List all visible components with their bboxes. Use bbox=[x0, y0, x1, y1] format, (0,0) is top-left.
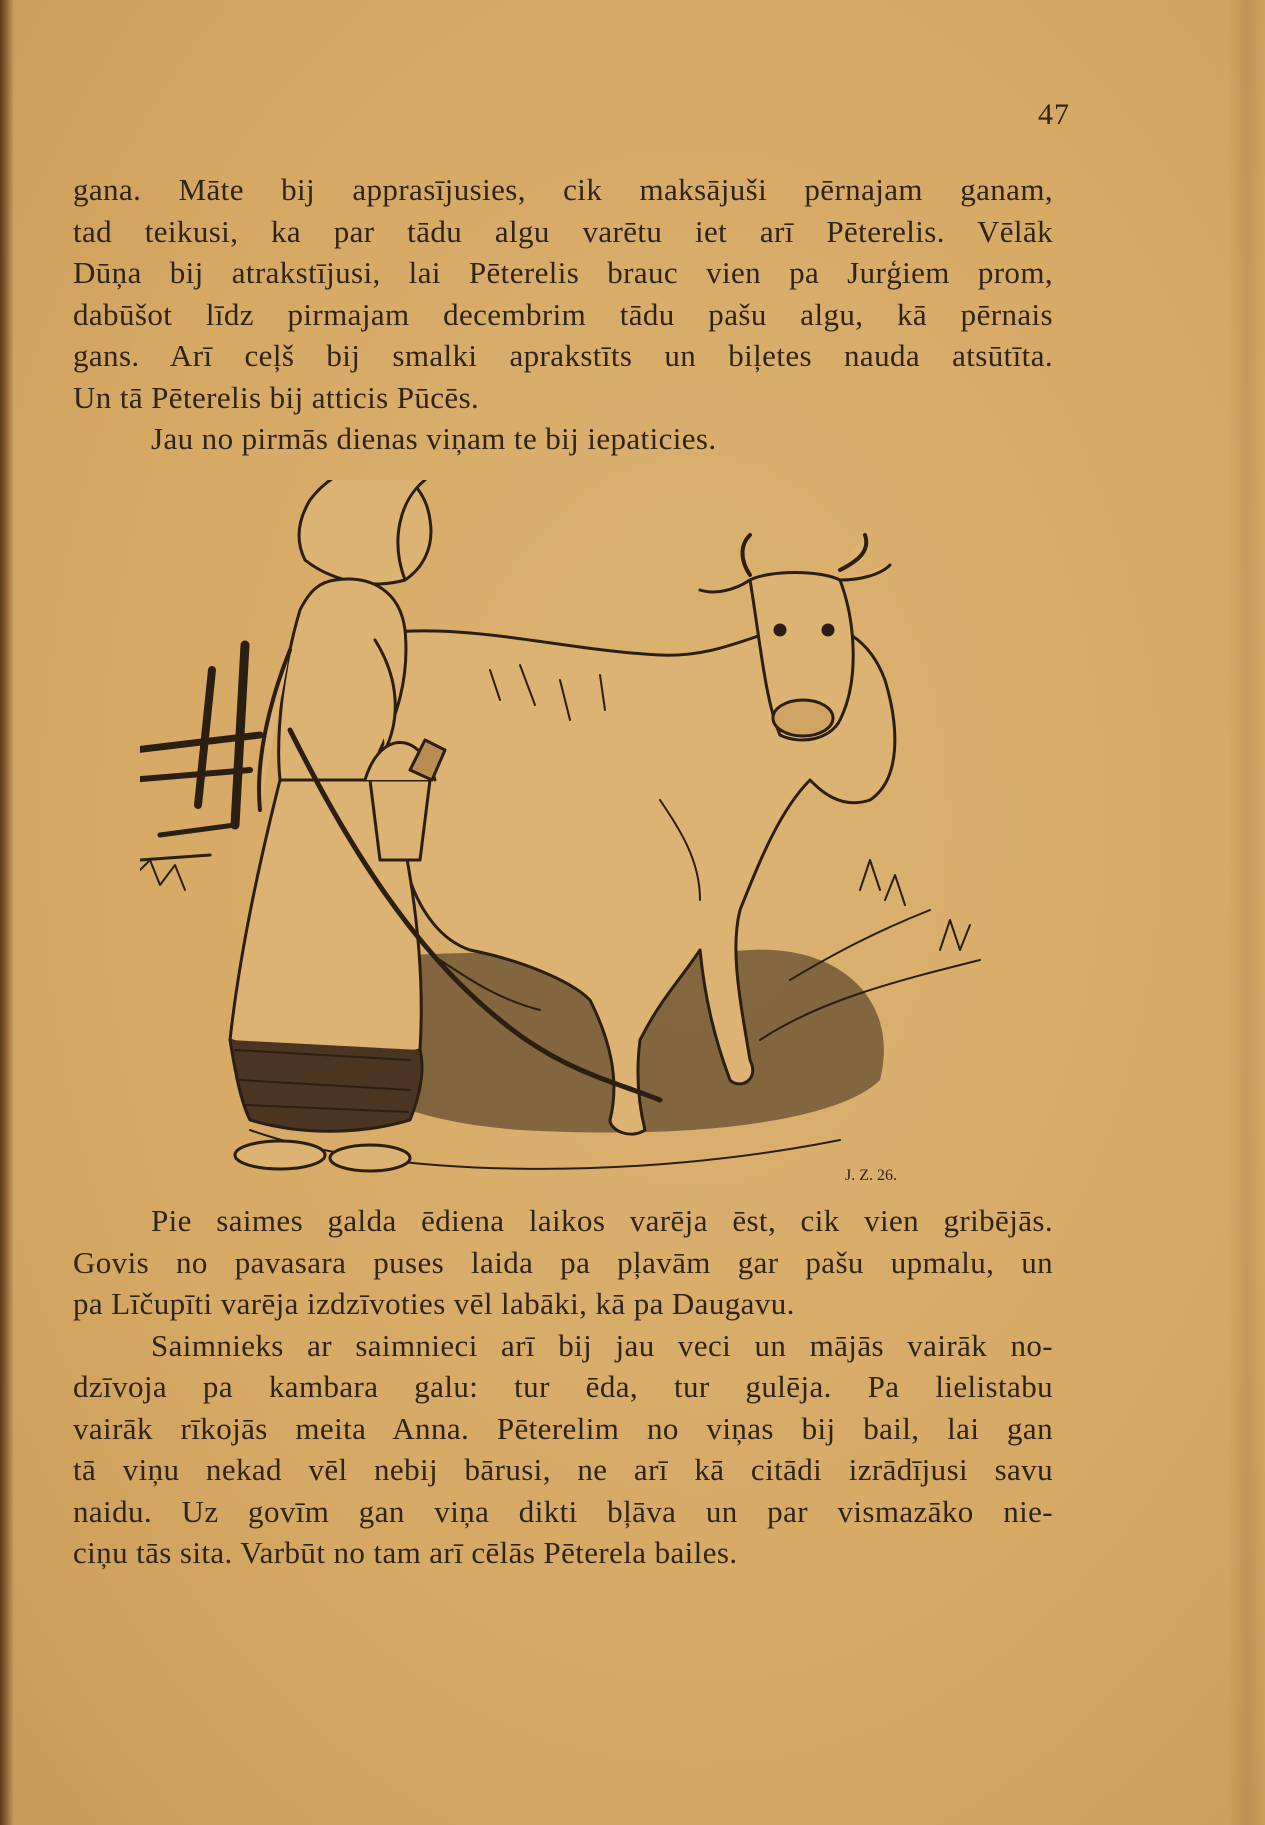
text-line: ciņu tās sita. Varbūt no tam arī cēlās Pēterela bailes. bbox=[73, 1535, 738, 1570]
text-line: dzīvoja pa kambara galu: tur ēda, tur gulēja. Pa lielistabu bbox=[73, 1369, 1053, 1404]
text-line: Pie saimes galda ēdiena laikos varēja ēst, cik vien gribējās. bbox=[151, 1203, 1053, 1238]
text-line: gans. Arī ceļš bij smalki aprakstīts un biļetes nauda atsūtīta. bbox=[73, 338, 1053, 373]
paragraph bbox=[73, 418, 1053, 460]
top-text-block bbox=[73, 169, 1053, 460]
text-line: naidu. Uz govīm gan viņa dikti bļāva un par vismazāko nie- bbox=[73, 1493, 1053, 1529]
text-line: Govis no pavasara puses laida pa pļavām gar pašu upmalu, un bbox=[73, 1244, 1053, 1280]
text-line: tad teikusi, ka par tādu algu varētu iet arī Pēterelis. Vēlāk bbox=[73, 213, 1053, 249]
text-line: tā viņu nekad vēl nebij bārusi, ne arī kā citādi izrādījusi savu bbox=[73, 1452, 1053, 1487]
paragraph bbox=[73, 1200, 1053, 1325]
bottom-text-block bbox=[73, 1200, 1053, 1574]
text-line: dabūšot līdz pirmajam decembrim tādu pašu algu, kā pērnais bbox=[73, 296, 1053, 332]
artist-signature: J. Z. 26. bbox=[845, 1167, 897, 1184]
paragraph bbox=[73, 169, 1053, 418]
text-line: pa Līčupīti varēja izdzīvoties vēl labāki, kā pa Daugavu. bbox=[73, 1286, 795, 1321]
text-line: Un tā Pēterelis bij atticis Pūcēs. bbox=[73, 379, 480, 415]
text-line: Saimnieks ar saimnieci arī bij jau veci un mājās vairāk no- bbox=[151, 1327, 1053, 1363]
page-number: 47 bbox=[1038, 98, 1070, 131]
spine-shadow bbox=[0, 0, 14, 1825]
paragraph bbox=[73, 1325, 1053, 1574]
text-line: Jau no pirmās dienas viņam te bij iepaticies. bbox=[151, 421, 717, 456]
text-line: Dūņa bij atrakstījusi, lai Pēterelis brauc vien pa Jurģiem prom, bbox=[73, 255, 1053, 290]
illustration-girl-with-cow bbox=[140, 480, 1010, 1200]
text-line: vairāk rīkojās meita Anna. Pēterelim no viņas bij bail, lai gan bbox=[73, 1410, 1053, 1446]
text-line: gana. Māte bij apprasījusies, cik maksājuši pērnajam ganam, bbox=[73, 172, 1053, 207]
page-edge bbox=[1229, 0, 1265, 1825]
fence bbox=[140, 645, 260, 860]
